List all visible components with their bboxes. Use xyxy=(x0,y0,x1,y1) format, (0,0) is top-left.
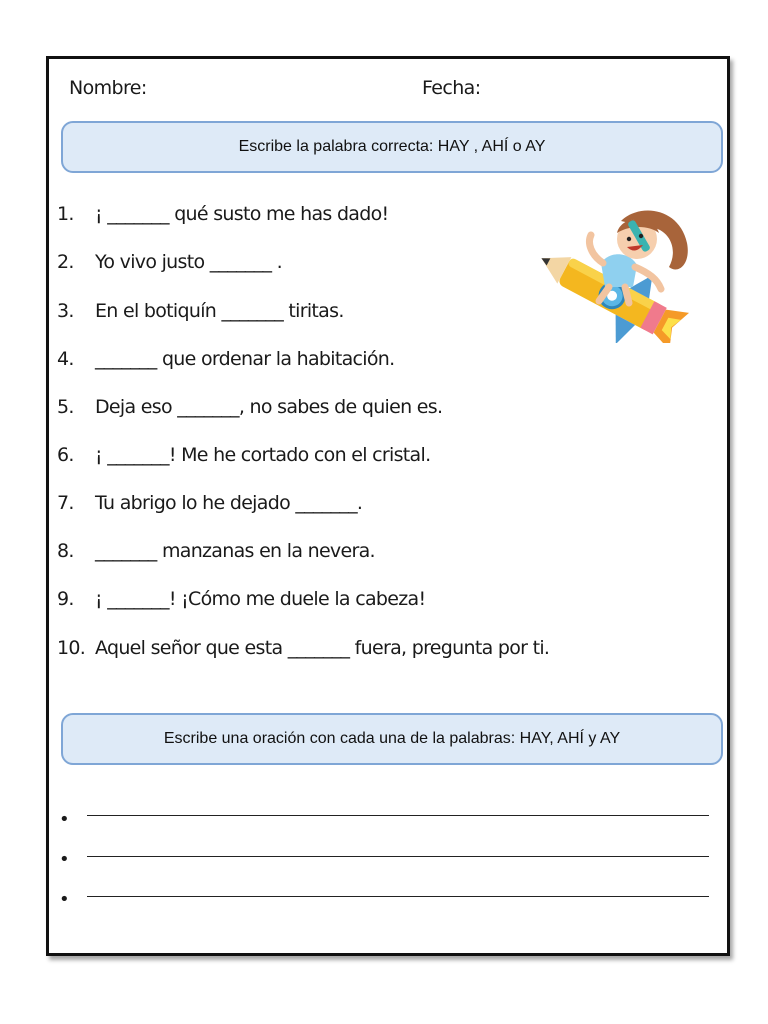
bullet: • xyxy=(59,889,70,910)
item-number: 2. xyxy=(57,251,74,273)
item-text: ¡ _______ qué susto me has dado! xyxy=(95,203,389,225)
instruction-text-2: Escribe una oración con cada una de la palabras: HAY, AHÍ y AY xyxy=(163,730,621,747)
exercise-item xyxy=(57,536,375,566)
name-label: Nombre: xyxy=(69,77,147,99)
writing-line[interactable] xyxy=(87,856,709,857)
exercise-item xyxy=(57,296,344,326)
item-text: Yo vivo justo _______ . xyxy=(95,251,282,273)
item-number: 7. xyxy=(57,492,74,514)
item-text: Tu abrigo lo he dejado _______. xyxy=(95,492,363,514)
exercise-item xyxy=(57,440,430,470)
item-number: 3. xyxy=(57,300,74,322)
girl-rocket-illustration xyxy=(529,203,699,343)
writing-line[interactable] xyxy=(87,815,709,816)
exercise-item xyxy=(57,584,425,614)
item-number: 1. xyxy=(57,203,74,225)
item-text: En el botiquín _______ tiritas. xyxy=(95,300,344,322)
item-text: _______ que ordenar la habitación. xyxy=(95,348,395,370)
bullet: • xyxy=(59,849,70,870)
worksheet xyxy=(46,56,730,956)
exercise-item xyxy=(57,633,549,663)
item-number: 8. xyxy=(57,540,74,562)
exercise-item xyxy=(57,392,442,422)
item-number: 6. xyxy=(57,444,74,466)
item-text: Deja eso _______, no sabes de quien es. xyxy=(95,396,443,418)
exercise-item xyxy=(57,199,388,229)
exercise-item xyxy=(57,247,282,277)
item-text: Aquel señor que esta _______ fuera, pregunta por ti. xyxy=(95,637,550,659)
item-text: ¡ _______! Me he cortado con el cristal. xyxy=(95,444,431,466)
bullet: • xyxy=(59,809,70,830)
exercise-item xyxy=(57,488,362,518)
date-label: Fecha: xyxy=(422,77,481,99)
item-number: 4. xyxy=(57,348,74,370)
exercise-item xyxy=(57,344,394,374)
item-text: _______ manzanas en la nevera. xyxy=(95,540,375,562)
item-text: ¡ _______! ¡Cómo me duele la cabeza! xyxy=(95,588,426,610)
writing-line[interactable] xyxy=(87,896,709,897)
instruction-text-1: Escribe la palabra correcta: HAY , AHÍ o AY xyxy=(238,138,546,155)
instruction-banner-2 xyxy=(61,713,723,765)
instruction-banner-1 xyxy=(61,121,723,173)
item-number: 10. xyxy=(57,637,86,659)
item-number: 9. xyxy=(57,588,74,610)
item-number: 5. xyxy=(57,396,74,418)
